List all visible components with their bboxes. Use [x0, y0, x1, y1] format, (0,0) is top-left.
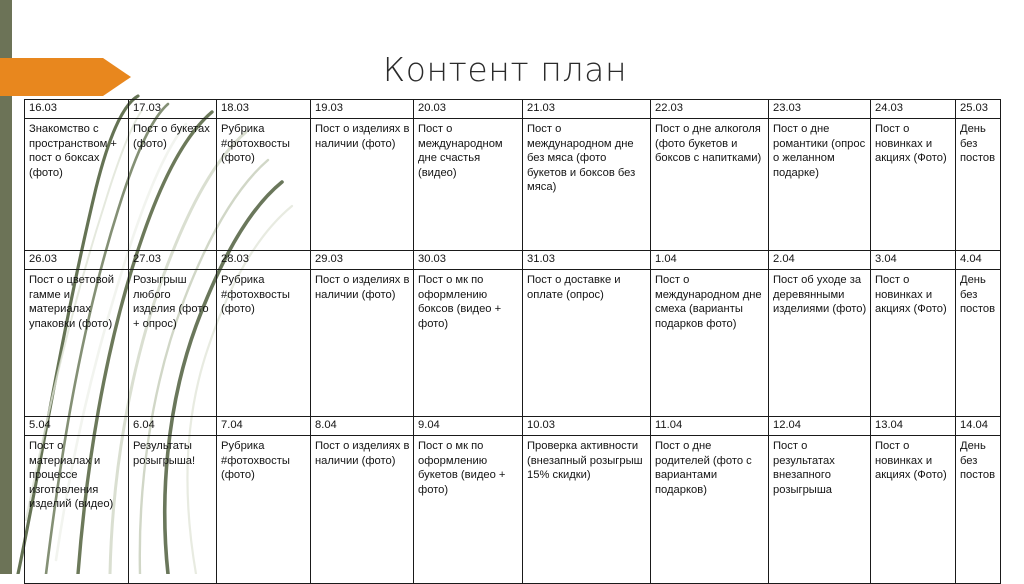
content-plan-table — [24, 99, 1001, 584]
content-cell: Пост об уходе за деревянными изделиями (фото) — [769, 270, 871, 417]
date-cell: 9.04 — [414, 417, 523, 436]
date-cell: 23.03 — [769, 100, 871, 119]
content-cell: Пост о материалах и процессе изготовления изделий (видео) — [25, 436, 129, 584]
content-cell: Пост о новинках и акциях (Фото) — [871, 270, 956, 417]
content-cell: Пост о международном дне счастья (видео) — [414, 119, 523, 251]
date-cell: 2.04 — [769, 251, 871, 270]
date-cell: 6.04 — [129, 417, 217, 436]
date-cell: 12.04 — [769, 417, 871, 436]
table-row-dates — [25, 100, 1001, 119]
date-cell: 28.03 — [217, 251, 311, 270]
content-cell: Проверка активности (внезапный розыгрыш 15% скидки) — [523, 436, 651, 584]
content-cell: Пост о дне родителей (фото с вариантами подарков) — [651, 436, 769, 584]
content-cell: Пост о международном дне без мяса (фото букетов и боксов без мяса) — [523, 119, 651, 251]
date-cell: 7.04 — [217, 417, 311, 436]
date-cell: 24.03 — [871, 100, 956, 119]
date-cell: 26.03 — [25, 251, 129, 270]
date-cell: 16.03 — [25, 100, 129, 119]
table-row-dates — [25, 251, 1001, 270]
content-cell: Пост о доставке и оплате (опрос) — [523, 270, 651, 417]
content-cell: Пост о мк по оформлению букетов (видео + фото) — [414, 436, 523, 584]
content-cell: Пост о мк по оформлению боксов (видео + фото) — [414, 270, 523, 417]
content-cell: Знакомство с пространством + пост о боксах (фото) — [25, 119, 129, 251]
table-row-content — [25, 119, 1001, 251]
date-cell: 31.03 — [523, 251, 651, 270]
content-cell: День без постов — [956, 119, 1001, 251]
date-cell: 13.04 — [871, 417, 956, 436]
content-cell: Пост о изделиях в наличии (фото) — [311, 436, 414, 584]
content-cell: Пост о результатах внезапного розыгрыша — [769, 436, 871, 584]
date-cell: 22.03 — [651, 100, 769, 119]
content-cell: Пост о дне романтики (опрос о желанном подарке) — [769, 119, 871, 251]
date-cell: 3.04 — [871, 251, 956, 270]
date-cell: 14.04 — [956, 417, 1001, 436]
date-cell: 1.04 — [651, 251, 769, 270]
content-cell: Пост о новинках и акциях (Фото) — [871, 119, 956, 251]
date-cell: 29.03 — [311, 251, 414, 270]
table-row-content — [25, 270, 1001, 417]
date-cell: 21.03 — [523, 100, 651, 119]
date-cell: 20.03 — [414, 100, 523, 119]
date-cell: 4.04 — [956, 251, 1001, 270]
content-cell: Пост о международном дне смеха (варианты подарков фото) — [651, 270, 769, 417]
content-cell: Пост о изделиях в наличии (фото) — [311, 270, 414, 417]
date-cell: 8.04 — [311, 417, 414, 436]
content-cell: Рубрика #фотохвосты (фото) — [217, 270, 311, 417]
date-cell: 30.03 — [414, 251, 523, 270]
content-cell: Пост о изделиях в наличии (фото) — [311, 119, 414, 251]
date-cell: 18.03 — [217, 100, 311, 119]
content-cell: День без постов — [956, 270, 1001, 417]
date-cell: 27.03 — [129, 251, 217, 270]
content-cell: Пост о новинках и акциях (Фото) — [871, 436, 956, 584]
date-cell: 5.04 — [25, 417, 129, 436]
date-cell: 10.03 — [523, 417, 651, 436]
content-cell: День без постов — [956, 436, 1001, 584]
table-row-content — [25, 436, 1001, 584]
table-row-dates — [25, 417, 1001, 436]
content-cell: Пост о букетах (фото) — [129, 119, 217, 251]
content-cell: Рубрика #фотохвосты (фото) — [217, 436, 311, 584]
content-cell: Розыгрыш любого изделия (фото + опрос) — [129, 270, 217, 417]
page-title: Контент план — [382, 50, 628, 89]
content-cell: Результаты розыгрыша! — [129, 436, 217, 584]
date-cell: 11.04 — [651, 417, 769, 436]
content-cell: Рубрика #фотохвосты (фото) — [217, 119, 311, 251]
date-cell: 17.03 — [129, 100, 217, 119]
date-cell: 25.03 — [956, 100, 1001, 119]
content-cell: Пост о дне алкоголя (фото букетов и боксов с напитками) — [651, 119, 769, 251]
content-cell: Пост о цветовой гамме и материалах упаковки (фото) — [25, 270, 129, 417]
date-cell: 19.03 — [311, 100, 414, 119]
